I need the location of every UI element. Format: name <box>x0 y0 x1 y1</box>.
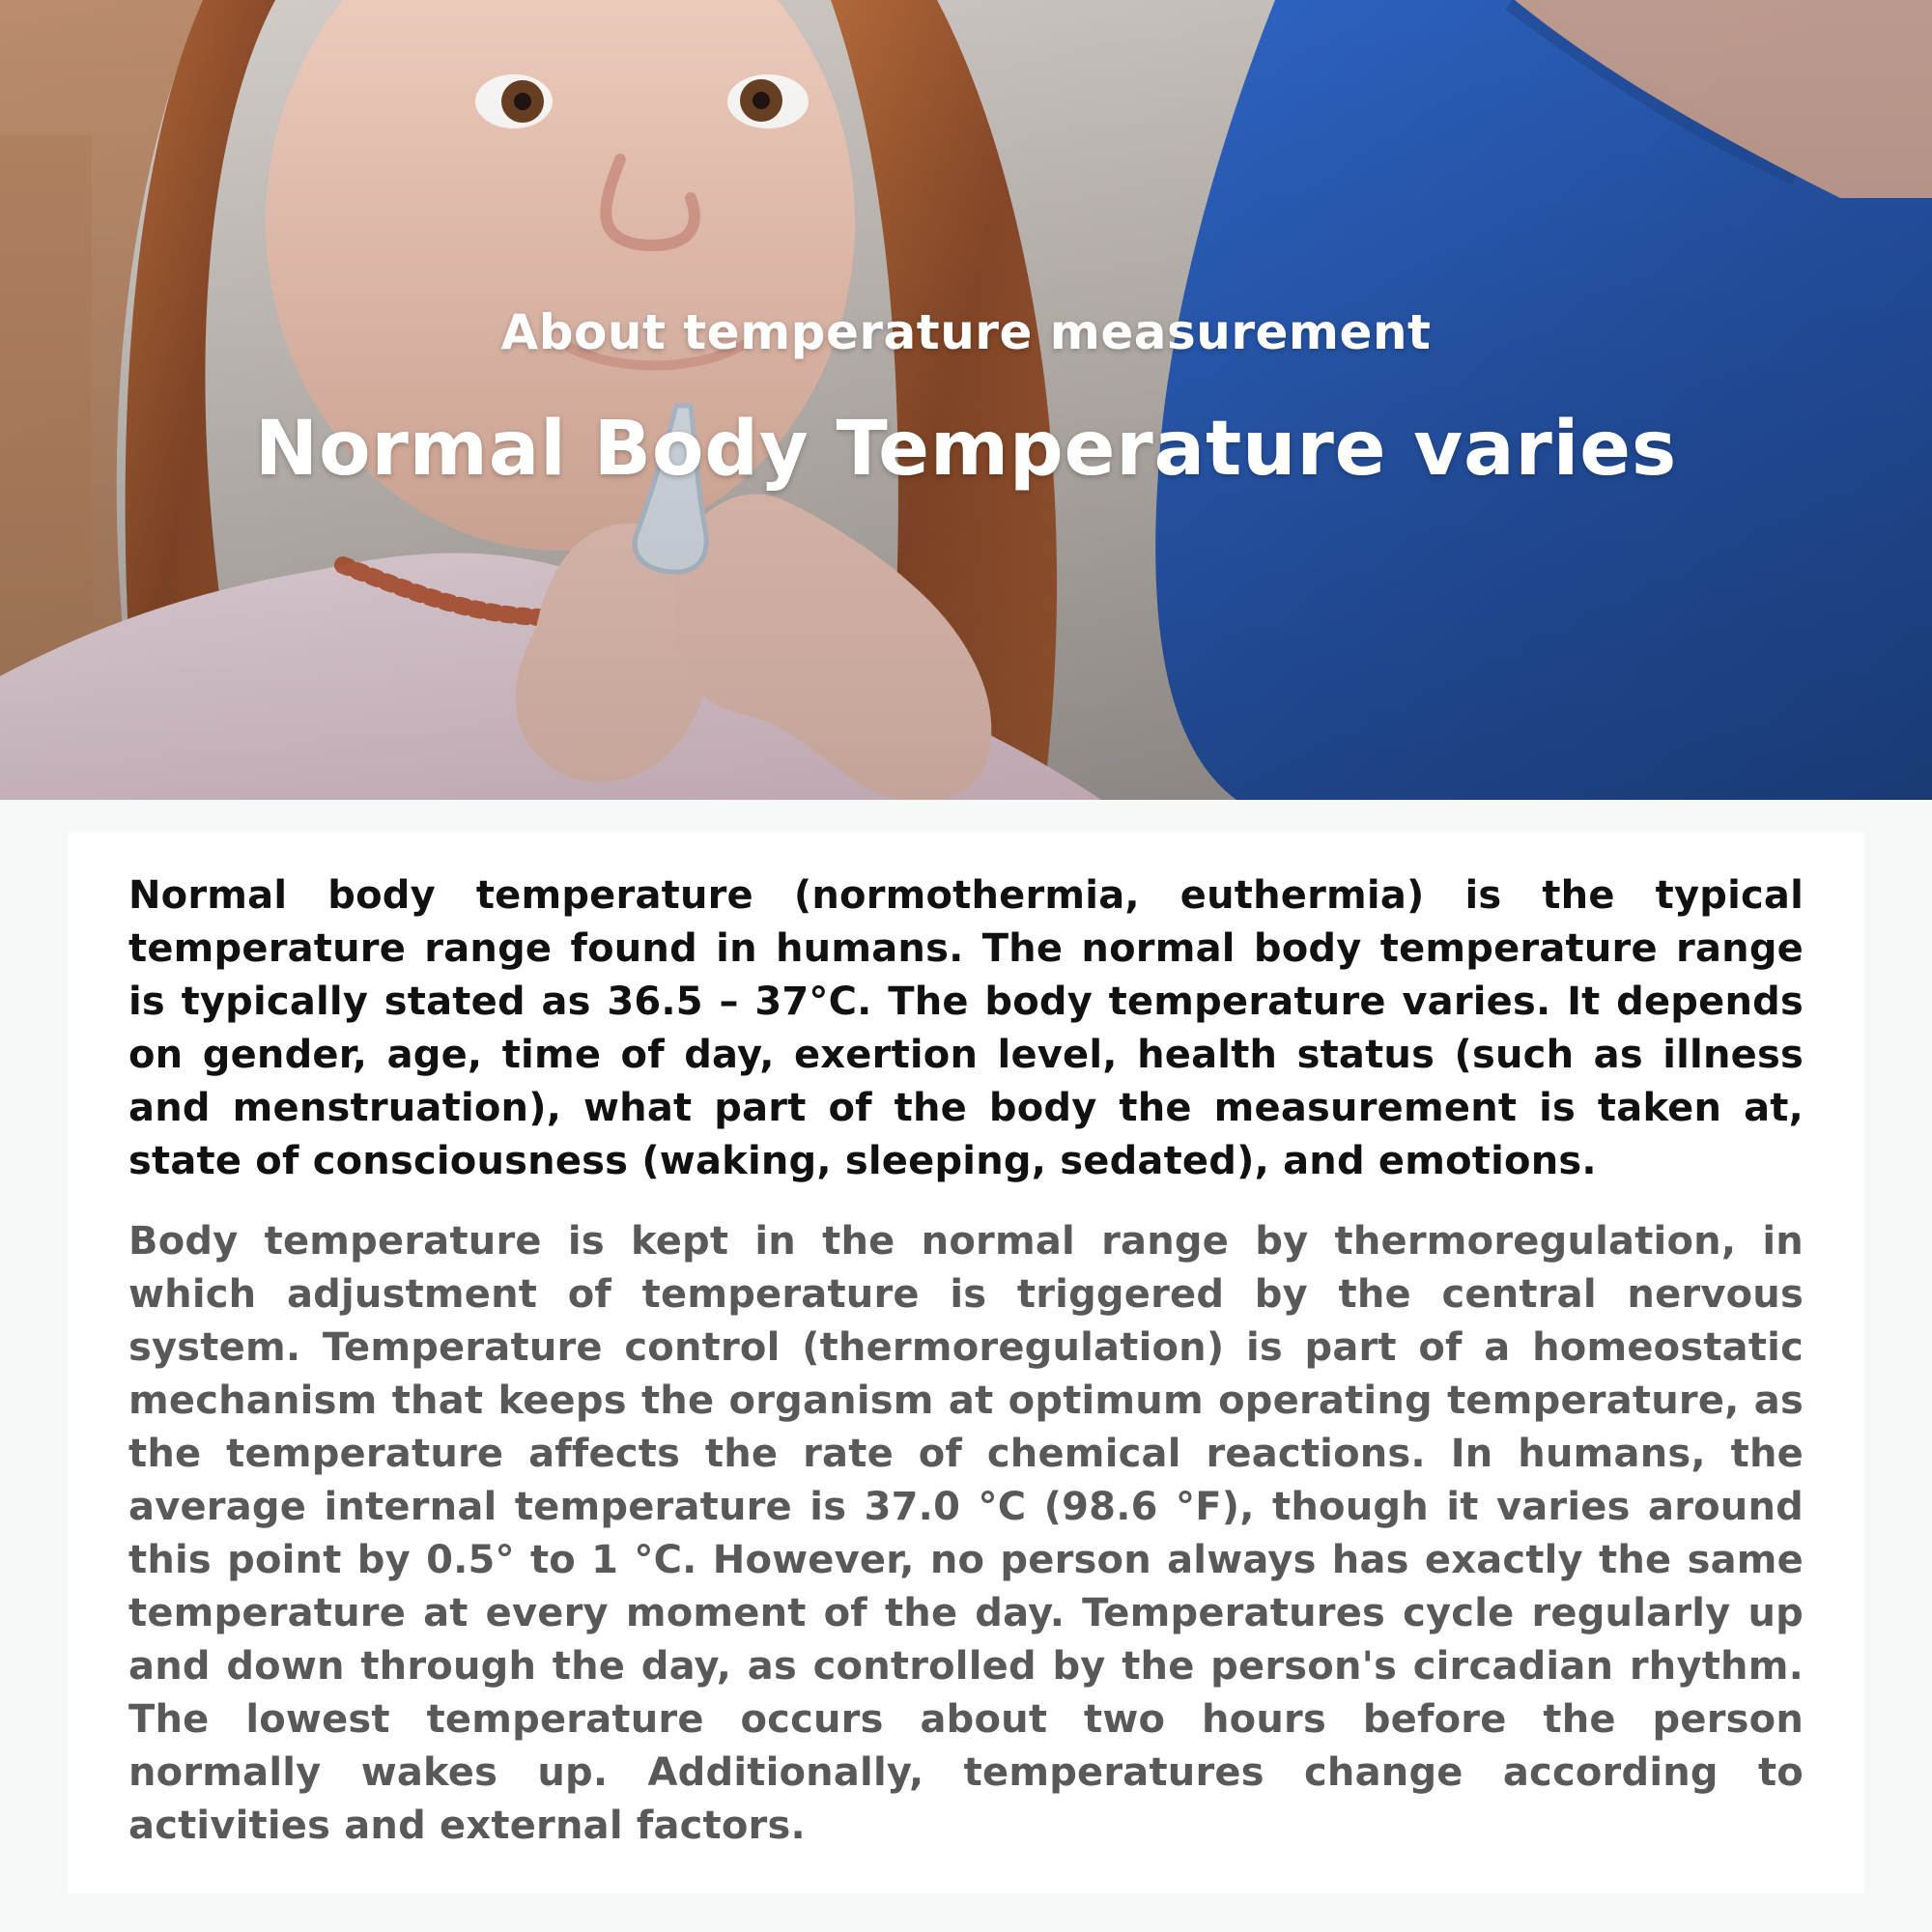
hero-kicker: About temperature measurement <box>500 304 1432 360</box>
body-paragraph: Body temperature is kept in the normal range by thermoregulation, in which adjustment of temperature is triggered by the central nervous system. Temperature control (thermoregulation) is part of a homeostatic mechanism that keeps the organism at optimum operating temperature, as the temperature affects the rate of chemical reactions. In humans, the average internal temperature is 37.0 °C (98.6 °F), though it varies around this point by 0.5° to 1 °C. However, no person always has exactly the same temperature at every moment of the day. Temperatures cycle regularly up and down through the day, as controlled by the person's circadian rhythm. The lowest temperature occurs about two hours before the person normally wakes up. Additionally, temperatures change according to activities and external factors. <box>128 1219 1804 1848</box>
article-content <box>128 869 1804 1853</box>
intro-paragraph: Normal body temperature (normothermia, euthermia) is the typical temperature range found in humans. The normal body temperature range is typically stated as 36.5 – 37°C. The body temperature varies. It depends on gender, age, time of day, exertion level, health status (such as illness and menstruation), what part of the body the measurement is taken at, state of consciousness (waking, sleeping, sedated), and emotions. <box>128 873 1804 1183</box>
photo-overlay <box>0 0 1932 800</box>
page-title: Normal Body Temperature varies <box>254 406 1678 493</box>
hero-image-banner <box>0 0 1932 800</box>
hero-photo-illustration <box>0 0 1932 800</box>
